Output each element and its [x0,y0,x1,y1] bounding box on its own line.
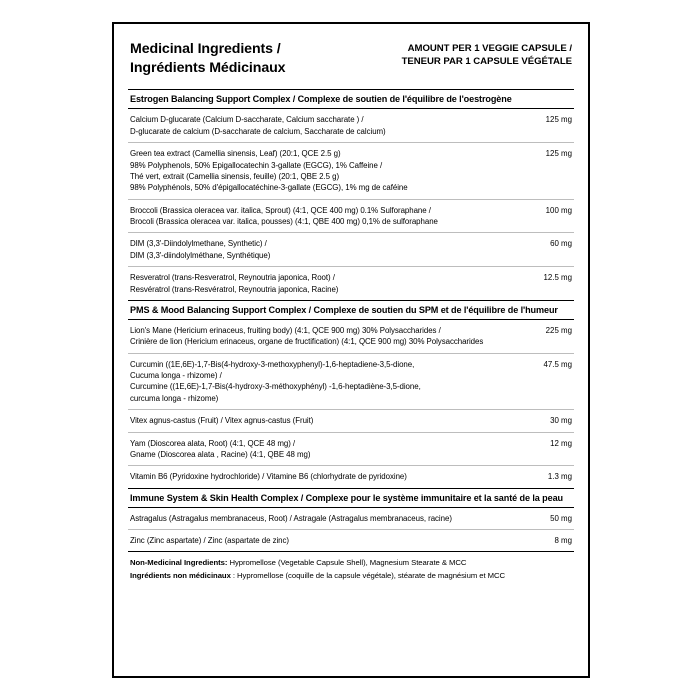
ingredient-name-line: Resveratrol (trans-Resveratrol, Reynoutria japonica, Root) / [130,273,335,283]
ingredient-amount: 125 mg [545,115,572,125]
ingredient-amount: 100 mg [545,205,572,215]
ingredient-name-line: Cucuma longa - rhizome) / [130,371,222,381]
panel-title-en: Medicinal Ingredients / [130,41,281,57]
ingredient-name-line: DIM (3,3'-Diindolylmethane, Synthetic) / [130,239,267,249]
ingredient-name [130,513,550,524]
ingredient-amount: 1.3 mg [547,472,572,482]
non-medicinal-label-en: Non-Medicinal Ingredients: [130,558,228,568]
ingredients-panel [112,22,590,678]
ingredient-name [130,535,554,546]
ingredient-row [128,354,574,411]
ingredient-name-line: Curcumin ((1E,6E)-1,7-Bis(4-hydroxy-3-methoxyphenyl)-1,6-heptadiene-3,5-dione, [130,359,415,369]
non-medicinal-text-en: Hypromellose (Vegetable Capsule Shell), Magnesium Stearate & MCC [227,558,467,568]
ingredient-row [128,410,574,432]
ingredient-amount: 8 mg [554,536,572,546]
ingredient-name [130,359,543,405]
section-heading-estrogen: Estrogen Balancing Support Complex / Complexe de soutien de l'équilibre de l'oestrogène [128,89,574,109]
non-medicinal-en [130,557,572,569]
panel-header [128,38,574,89]
non-medicinal-label-fr: Ingrédients non médicinaux [130,571,231,581]
ingredient-amount: 47.5 mg [543,359,572,369]
ingredient-name-line: Broccoli (Brassica oleracea var. italica, Sprout) (4:1, QCE 400 mg) 0.1% Sulforaphane / [130,205,431,215]
ingredient-name-line: Zinc (Zinc aspartate) / Zinc (aspartate de zinc) [130,536,289,546]
ingredient-name [130,415,550,426]
amount-per-serving-label [402,40,572,68]
ingredient-name-line: Brocoli (Brassica oleracea var. italica, pousses) (4:1, QBE 400 mg) 0,1% de sulforaphane [130,217,438,227]
non-medicinal-ingredients [128,551,574,583]
ingredient-amount: 12 mg [550,438,572,448]
ingredient-name-line: Yam (Dioscorea alata, Root) (4:1, QCE 48 mg) / [130,438,296,448]
ingredient-name [130,325,546,348]
ingredient-name-line: DIM (3,3'-diindolylméthane, Synthétique) [130,250,271,260]
ingredient-row [128,200,574,234]
ingredient-name-line: 98% Polyphénols, 50% d'épigallocatéchine-3-gallate (EGCG), 1% mg de caféine [130,183,408,193]
amount-label-fr: TENEUR PAR 1 CAPSULE VÉGÉTALE [401,56,572,68]
ingredient-name [130,205,546,228]
panel-title-fr: Ingrédients Médicinaux [130,59,286,76]
ingredient-name-line: Thé vert, extrait (Camellia sinensis, feuille) (20:1, QBE 2.5 g) [130,171,340,181]
ingredient-name-line: Vitex agnus-castus (Fruit) / Vitex agnus-castus (Fruit) [130,416,314,426]
ingredient-row [128,233,574,267]
ingredient-name [130,238,550,261]
ingredient-row [128,466,574,487]
ingredient-name-line: Calcium D-glucarate (Calcium D-saccharate, Calcium saccharate ) / [130,115,364,125]
ingredient-row [128,433,574,467]
ingredient-row [128,143,574,200]
ingredient-name-line: Astragalus (Astragalus membranaceus, Root) / Astragale (Astragalus membranaceus, racine) [130,513,452,523]
ingredient-amount: 225 mg [545,325,572,335]
ingredient-amount: 30 mg [550,416,572,426]
ingredient-row [128,109,574,143]
ingredient-name [130,114,546,137]
section-heading-pms-mood: PMS & Mood Balancing Support Complex / Complexe de soutien du SPM et de l'équilibre de l'humeur [128,300,574,320]
ingredient-name-line: Gname (Dioscorea alata , Racine) (4:1, QBE 48 mg) [130,449,311,459]
ingredient-name-line: Resvératrol (trans-Resvératrol, Reynoutria japonica, Racine) [130,284,339,294]
ingredient-name [130,272,543,295]
ingredient-row [128,508,574,530]
ingredient-name-line: Vitamin B6 (Pyridoxine hydrochloride) / Vitamine B6 (chlorhydrate de pyridoxine) [130,472,407,482]
ingredient-amount: 60 mg [550,239,572,249]
panel-title [130,40,285,77]
non-medicinal-fr [130,570,572,582]
ingredient-name [130,438,550,461]
ingredient-row [128,320,574,354]
ingredient-amount: 12.5 mg [543,273,572,283]
ingredient-name-line: Green tea extract (Camellia sinensis, Leaf) (20:1, QCE 2.5 g) [130,149,341,159]
ingredient-row [128,530,574,551]
ingredient-name-line: 98% Polyphenols, 50% Epigallocatechin 3-gallate (EGCG), 1% Caffeine / [130,160,383,170]
ingredient-name-line: D-glucarate de calcium (D-saccharate de calcium, Saccharate de calcium) [130,126,386,136]
ingredient-name [130,471,548,482]
ingredient-name-line: Lion's Mane (Hericium erinaceus, fruiting body) (4:1, QCE 900 mg) 30% Polysaccharides / [130,325,441,335]
ingredient-name-line: Curcumine ((1E,6E)-1,7-Bis(4-hydroxy-3-méthoxyphényl) -1,6-heptadiène-3,5-dione, [130,382,421,392]
ingredient-amount: 125 mg [545,149,572,159]
ingredient-row [128,267,574,300]
non-medicinal-text-fr: : Hypromellose (coquille de la capsule végétale), stéarate de magnésium et MCC [230,571,506,581]
ingredient-amount: 50 mg [550,513,572,523]
section-heading-immune-skin: Immune System & Skin Health Complex / Complexe pour le système immunitaire et la santé de la peau [128,488,574,508]
ingredient-name [130,148,546,194]
ingredient-name-line: curcuma longa - rhizome) [130,393,219,403]
ingredient-name-line: Crinière de lion (Hericium erinaceus, organe de fructification) (4:1, QCE 900 mg) 30% Polysaccharides [130,337,484,347]
amount-label-en: AMOUNT PER 1 VEGGIE CAPSULE / [407,43,572,54]
